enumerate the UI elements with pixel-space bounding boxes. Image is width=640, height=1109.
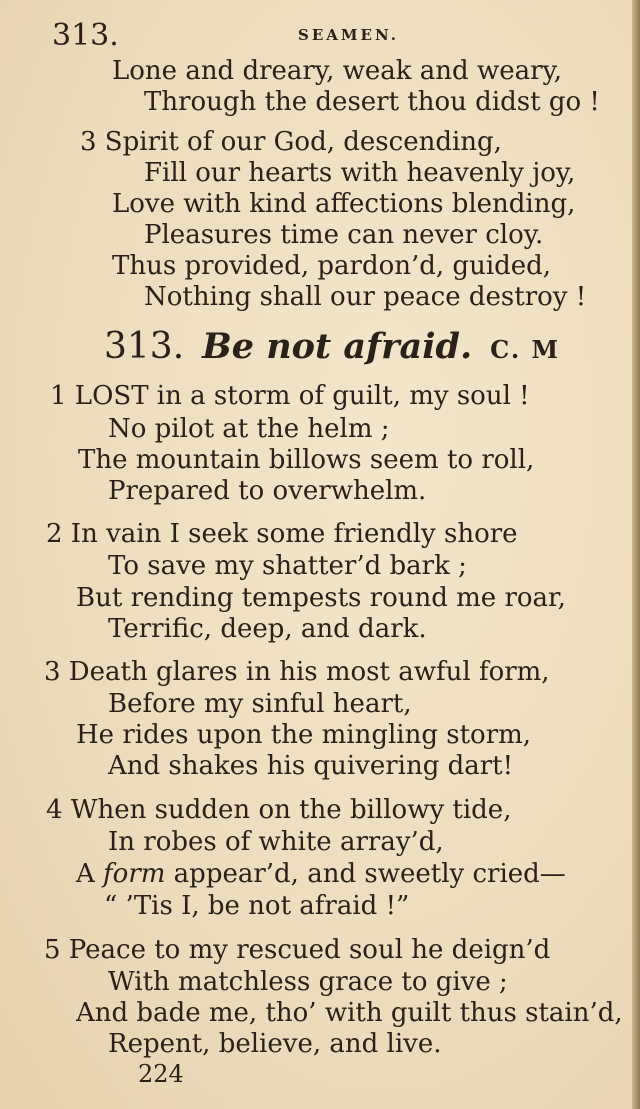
text-line: And shakes his quivering dart! (108, 751, 514, 781)
text-line: 3 Spirit of our God, descending, (80, 127, 502, 157)
text-line: “ ’Tis I, be not afraid !” (104, 891, 410, 921)
text-line: 1 LOST in a storm of guilt, my soul ! (50, 381, 530, 411)
text-line: The mountain billows seem to roll, (78, 445, 535, 475)
page-edge (632, 0, 640, 1109)
folio-number: 224 (138, 1060, 184, 1088)
text-line: Lone and dreary, weak and weary, (112, 56, 563, 86)
text-run: appear’d, and sweetly cried— (173, 859, 566, 889)
text-line: To save my shatter’d bark ; (108, 551, 467, 581)
text-line: And bade me, tho’ with guilt thus stain’d, (76, 998, 623, 1028)
text-line: But rending tempests round me roar, (76, 583, 566, 613)
text-line: In robes of white array’d, (108, 827, 444, 857)
text-line: Terrific, deep, and dark. (108, 614, 427, 644)
page-header (52, 16, 612, 56)
text-line: Prepared to overwhelm. (108, 476, 427, 506)
running-head: SEAMEN. (298, 26, 399, 44)
text-line: Before my sinful heart, (108, 689, 412, 719)
text-line: Nothing shall our peace destroy ! (144, 282, 587, 312)
text-line: 4 When sudden on the billowy tide, (46, 795, 512, 825)
text-line: He rides upon the mingling storm, (76, 720, 532, 750)
text-line: With matchless grace to give ; (108, 967, 508, 997)
text-line: Repent, believe, and live. (108, 1029, 442, 1059)
text-line: 5 Peace to my rescued soul he deign’d (44, 935, 551, 965)
page-number: 313. (52, 18, 119, 53)
hymn-heading (104, 326, 560, 367)
text-line: Love with kind affections blending, (112, 189, 576, 219)
text-line: Pleasures time can never cloy. (144, 220, 544, 250)
text-line: 2 In vain I seek some friendly shore (46, 519, 518, 549)
text-line (76, 858, 566, 890)
text-line: Through the desert thou didst go ! (144, 87, 600, 117)
emphasized-word: form (103, 859, 166, 889)
text-line: 3 Death glares in his most awful form, (44, 657, 550, 687)
text-line: Thus provided, pardon’d, guided, (112, 251, 552, 281)
text-line: No pilot at the helm ; (108, 414, 390, 444)
text-line: Fill our hearts with heavenly joy, (144, 158, 576, 188)
text-run: A (76, 859, 95, 889)
hymn-meter: C. M (490, 335, 561, 364)
hymn-number: 313. (104, 326, 185, 367)
hymn-title: Be not afraid. (202, 326, 473, 367)
